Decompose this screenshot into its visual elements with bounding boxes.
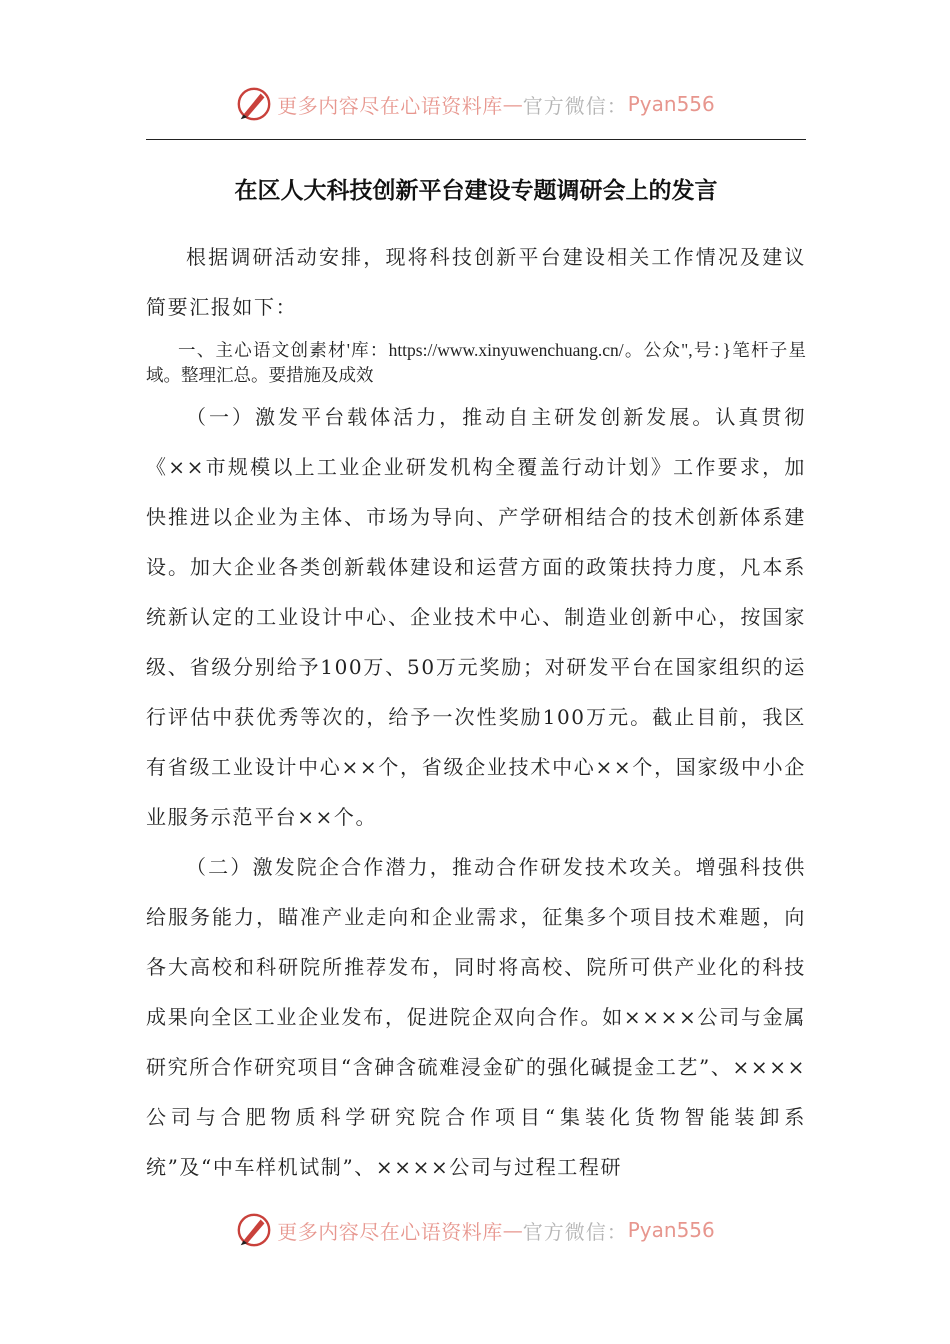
- banner-dash: —: [502, 92, 523, 116]
- pen-logo-icon: [235, 1211, 273, 1249]
- paragraph-intro: 根据调研活动安排，现将科技创新平台建设相关工作情况及建议简要汇报如下：: [146, 245, 806, 319]
- banner-sub-text: 官方微信：: [522, 1219, 628, 1244]
- banner-wechat-id: Pyan556: [627, 92, 715, 116]
- pen-logo-icon: [235, 85, 273, 123]
- paragraph-section-heading: 一、主心语文创素材'库：https://www.xinyuwenchuang.cn/。公众",号：}笔杆子星域。整理汇总。要措施及成效: [146, 340, 806, 385]
- banner-wechat-id: Pyan556: [627, 1218, 715, 1242]
- footer-banner: [0, 1208, 950, 1252]
- header-banner: [0, 82, 950, 126]
- banner-main-text: 更多内容尽在心语资料库: [277, 1219, 503, 1244]
- page-title: 在区人大科技创新平台建设专题调研会上的发言: [234, 177, 718, 204]
- banner-sub-text: 官方微信：: [522, 93, 628, 118]
- banner-main-text: 更多内容尽在心语资料库: [277, 93, 503, 118]
- document-body: [146, 232, 806, 1192]
- header-rule: [146, 139, 806, 140]
- banner-dash: —: [502, 1218, 523, 1242]
- paragraph-item-1: （一）激发平台载体活力，推动自主研发创新发展。认真贯彻《××市规模以上工业企业研发机构全覆盖行动计划》工作要求，加快推进以企业为主体、市场为导向、产学研相结合的技术创新体系建设。加大企业各类创新载体建设和运营方面的政策扶持力度，凡本系统新认定的工业设计中心、企业技术中心、制造业创新中心，按国家级、省级分别给予100万、50万元奖励；对研发平台在国家组织的运行评估中获优秀等次的，给予一次性奖励100万元。截止目前，我区有省级工业设计中心××个，省级企业技术中心××个，国家级中小企业服务示范平台××个。: [146, 405, 806, 829]
- paragraph-item-2: （二）激发院企合作潜力，推动合作研发技术攻关。增强科技供给服务能力，瞄准产业走向和企业需求，征集多个项目技术难题，向各大高校和科研院所推荐发布，同时将高校、院所可供产业化的科技成果向全区工业企业发布，促进院企双向合作。如××××公司与金属研究所合作研究项目“含砷含硫难浸金矿的强化碱提金工艺”、××××公司与合肥物质科学研究院合作项目“集装化货物智能装卸系统”及“中车样机试制”、××××公司与过程工程研: [146, 855, 806, 1179]
